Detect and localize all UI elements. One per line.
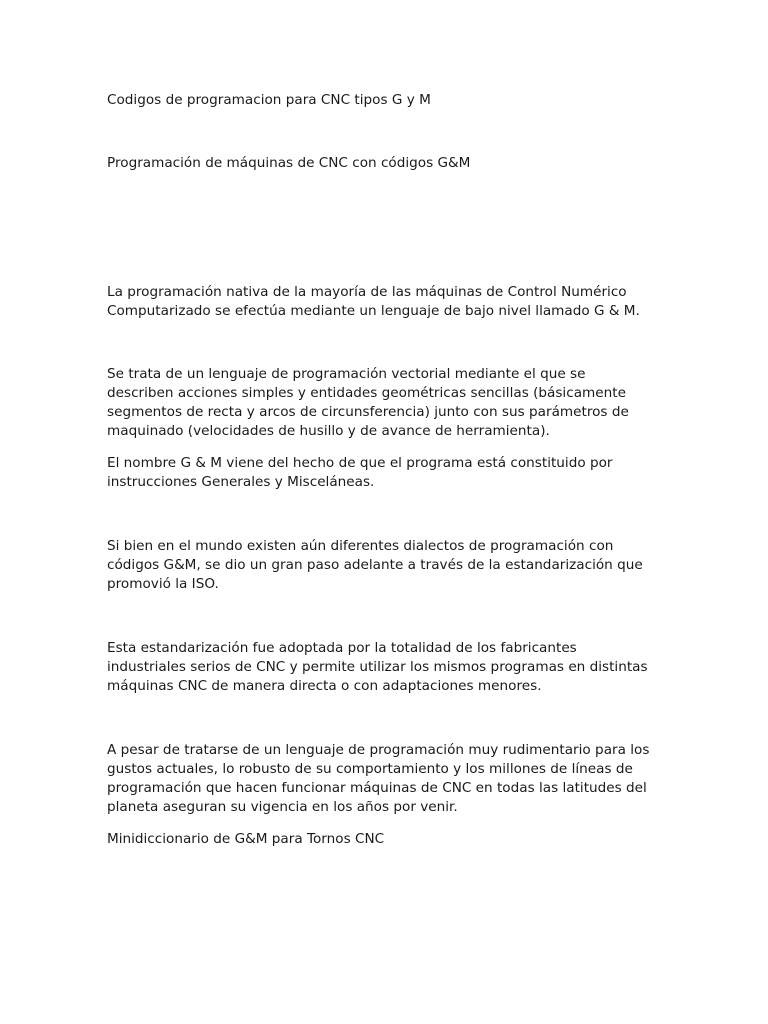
paragraph-line: Esta estandarización fue adoptada por la totalidad de los fabricantes bbox=[107, 640, 577, 656]
paragraph-line: planeta aseguran su vigencia en los años por venir. bbox=[107, 799, 458, 815]
paragraph-line: segmentos de recta y arcos de circunsferencia) junto con sus parámetros de bbox=[107, 404, 629, 420]
paragraph-line: códigos G&M, se dio un gran paso adelante a través de la estandarización que bbox=[107, 557, 643, 573]
closing-heading: Minidiccionario de G&M para Tornos CNC bbox=[107, 831, 385, 847]
document-subtitle: Programación de máquinas de CNC con códigos G&M bbox=[107, 155, 471, 171]
paragraph-line: Si bien en el mundo existen aún diferentes dialectos de programación con bbox=[107, 538, 614, 554]
paragraph-line: A pesar de tratarse de un lenguaje de programación muy rudimentario para los bbox=[107, 742, 650, 758]
paragraph-line: maquinado (velocidades de husillo y de avance de herramienta). bbox=[107, 423, 550, 439]
paragraph-line: Computarizado se efectúa mediante un lenguaje de bajo nivel llamado G & M. bbox=[107, 303, 640, 319]
paragraph-line: describen acciones simples y entidades geométricas sencillas (básicamente bbox=[107, 385, 626, 401]
paragraph-line: industriales serios de CNC y permite utilizar los mismos programas en distintas bbox=[107, 659, 648, 675]
paragraph-line: máquinas CNC de manera directa o con adaptaciones menores. bbox=[107, 678, 542, 694]
document-title: Codigos de programacion para CNC tipos G y M bbox=[107, 92, 431, 108]
paragraph-line: programación que hacen funcionar máquinas de CNC en todas las latitudes del bbox=[107, 780, 647, 796]
paragraph-line: Se trata de un lenguaje de programación vectorial mediante el que se bbox=[107, 366, 586, 382]
paragraph-line: instrucciones Generales y Misceláneas. bbox=[107, 474, 375, 490]
paragraph-line: promovió la ISO. bbox=[107, 576, 219, 592]
paragraph-line: La programación nativa de la mayoría de las máquinas de Control Numérico bbox=[107, 284, 627, 300]
paragraph-line: gustos actuales, lo robusto de su comportamiento y los millones de líneas de bbox=[107, 761, 633, 777]
paragraph-line: El nombre G & M viene del hecho de que el programa está constituido por bbox=[107, 455, 613, 471]
